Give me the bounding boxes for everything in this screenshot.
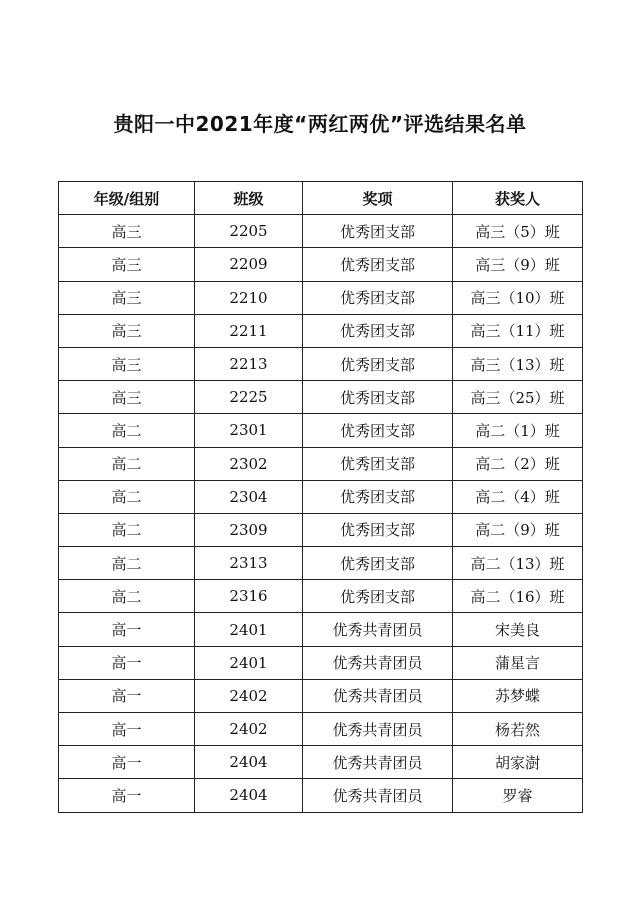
cell-class: 2313 <box>195 547 303 580</box>
header-grade-group: 年级/组别 <box>59 182 195 215</box>
cell-award: 优秀共青团员 <box>303 746 453 779</box>
cell-award: 优秀共青团员 <box>303 679 453 712</box>
cell-award: 优秀团支部 <box>303 447 453 480</box>
cell-award: 优秀团支部 <box>303 513 453 546</box>
cell-award: 优秀团支部 <box>303 547 453 580</box>
cell-winner: 蒲星言 <box>453 646 583 679</box>
cell-award: 优秀团支部 <box>303 381 453 414</box>
cell-class: 2404 <box>195 746 303 779</box>
cell-grade-group: 高三 <box>59 347 195 380</box>
cell-winner: 高二（2）班 <box>453 447 583 480</box>
cell-grade-group: 高二 <box>59 513 195 546</box>
cell-class: 2209 <box>195 248 303 281</box>
header-winner: 获奖人 <box>453 182 583 215</box>
cell-grade-group: 高二 <box>59 414 195 447</box>
cell-award: 优秀共青团员 <box>303 646 453 679</box>
cell-winner: 宋美良 <box>453 613 583 646</box>
table-row <box>59 713 583 746</box>
cell-winner: 高三（9）班 <box>453 248 583 281</box>
cell-award: 优秀共青团员 <box>303 613 453 646</box>
cell-winner: 高二（1）班 <box>453 414 583 447</box>
table-row <box>59 779 583 812</box>
table-row <box>59 248 583 281</box>
cell-award: 优秀团支部 <box>303 347 453 380</box>
cell-award: 优秀团支部 <box>303 248 453 281</box>
table-row <box>59 480 583 513</box>
cell-grade-group: 高三 <box>59 215 195 248</box>
cell-grade-group: 高一 <box>59 779 195 812</box>
cell-winner: 高三（11）班 <box>453 314 583 347</box>
cell-grade-group: 高二 <box>59 547 195 580</box>
cell-grade-group: 高二 <box>59 447 195 480</box>
cell-class: 2301 <box>195 414 303 447</box>
header-class: 班级 <box>195 182 303 215</box>
cell-award: 优秀团支部 <box>303 281 453 314</box>
cell-grade-group: 高三 <box>59 314 195 347</box>
cell-winner: 苏梦蝶 <box>453 679 583 712</box>
table-row <box>59 281 583 314</box>
cell-winner: 罗睿 <box>453 779 583 812</box>
header-award: 奖项 <box>303 182 453 215</box>
table-body <box>59 215 583 812</box>
cell-award: 优秀共青团员 <box>303 713 453 746</box>
table-row <box>59 679 583 712</box>
table-row <box>59 746 583 779</box>
cell-winner: 高二（9）班 <box>453 513 583 546</box>
cell-winner: 高三（13）班 <box>453 347 583 380</box>
cell-class: 2309 <box>195 513 303 546</box>
cell-class: 2210 <box>195 281 303 314</box>
table-header-row <box>59 182 583 215</box>
cell-winner: 胡家澍 <box>453 746 583 779</box>
cell-award: 优秀团支部 <box>303 480 453 513</box>
cell-class: 2205 <box>195 215 303 248</box>
cell-grade-group: 高二 <box>59 480 195 513</box>
table-row <box>59 547 583 580</box>
document-title: 贵阳一中2021年度“两红两优”评选结果名单 <box>113 112 527 136</box>
cell-award: 优秀团支部 <box>303 314 453 347</box>
cell-grade-group: 高一 <box>59 746 195 779</box>
cell-class: 2401 <box>195 646 303 679</box>
cell-award: 优秀团支部 <box>303 580 453 613</box>
cell-winner: 高二（16）班 <box>453 580 583 613</box>
cell-winner: 高二（4）班 <box>453 480 583 513</box>
table-row <box>59 215 583 248</box>
cell-class: 2304 <box>195 480 303 513</box>
cell-class: 2225 <box>195 381 303 414</box>
cell-class: 2402 <box>195 713 303 746</box>
cell-award: 优秀团支部 <box>303 414 453 447</box>
cell-grade-group: 高一 <box>59 679 195 712</box>
cell-winner: 高三（10）班 <box>453 281 583 314</box>
cell-winner: 高三（5）班 <box>453 215 583 248</box>
table-row <box>59 613 583 646</box>
cell-award: 优秀团支部 <box>303 215 453 248</box>
cell-grade-group: 高二 <box>59 580 195 613</box>
cell-class: 2401 <box>195 613 303 646</box>
cell-award: 优秀共青团员 <box>303 779 453 812</box>
cell-grade-group: 高一 <box>59 646 195 679</box>
table-row <box>59 580 583 613</box>
cell-winner: 杨若然 <box>453 713 583 746</box>
cell-class: 2402 <box>195 679 303 712</box>
cell-grade-group: 高一 <box>59 713 195 746</box>
cell-grade-group: 高三 <box>59 381 195 414</box>
table-row <box>59 347 583 380</box>
cell-class: 2404 <box>195 779 303 812</box>
table-row <box>59 646 583 679</box>
cell-winner: 高三（25）班 <box>453 381 583 414</box>
cell-class: 2316 <box>195 580 303 613</box>
table-row <box>59 513 583 546</box>
table-row <box>59 414 583 447</box>
cell-winner: 高二（13）班 <box>453 547 583 580</box>
results-table <box>58 181 583 813</box>
cell-grade-group: 高一 <box>59 613 195 646</box>
cell-class: 2211 <box>195 314 303 347</box>
cell-grade-group: 高三 <box>59 281 195 314</box>
cell-grade-group: 高三 <box>59 248 195 281</box>
table-row <box>59 314 583 347</box>
cell-class: 2302 <box>195 447 303 480</box>
table-row <box>59 381 583 414</box>
table-row <box>59 447 583 480</box>
cell-class: 2213 <box>195 347 303 380</box>
